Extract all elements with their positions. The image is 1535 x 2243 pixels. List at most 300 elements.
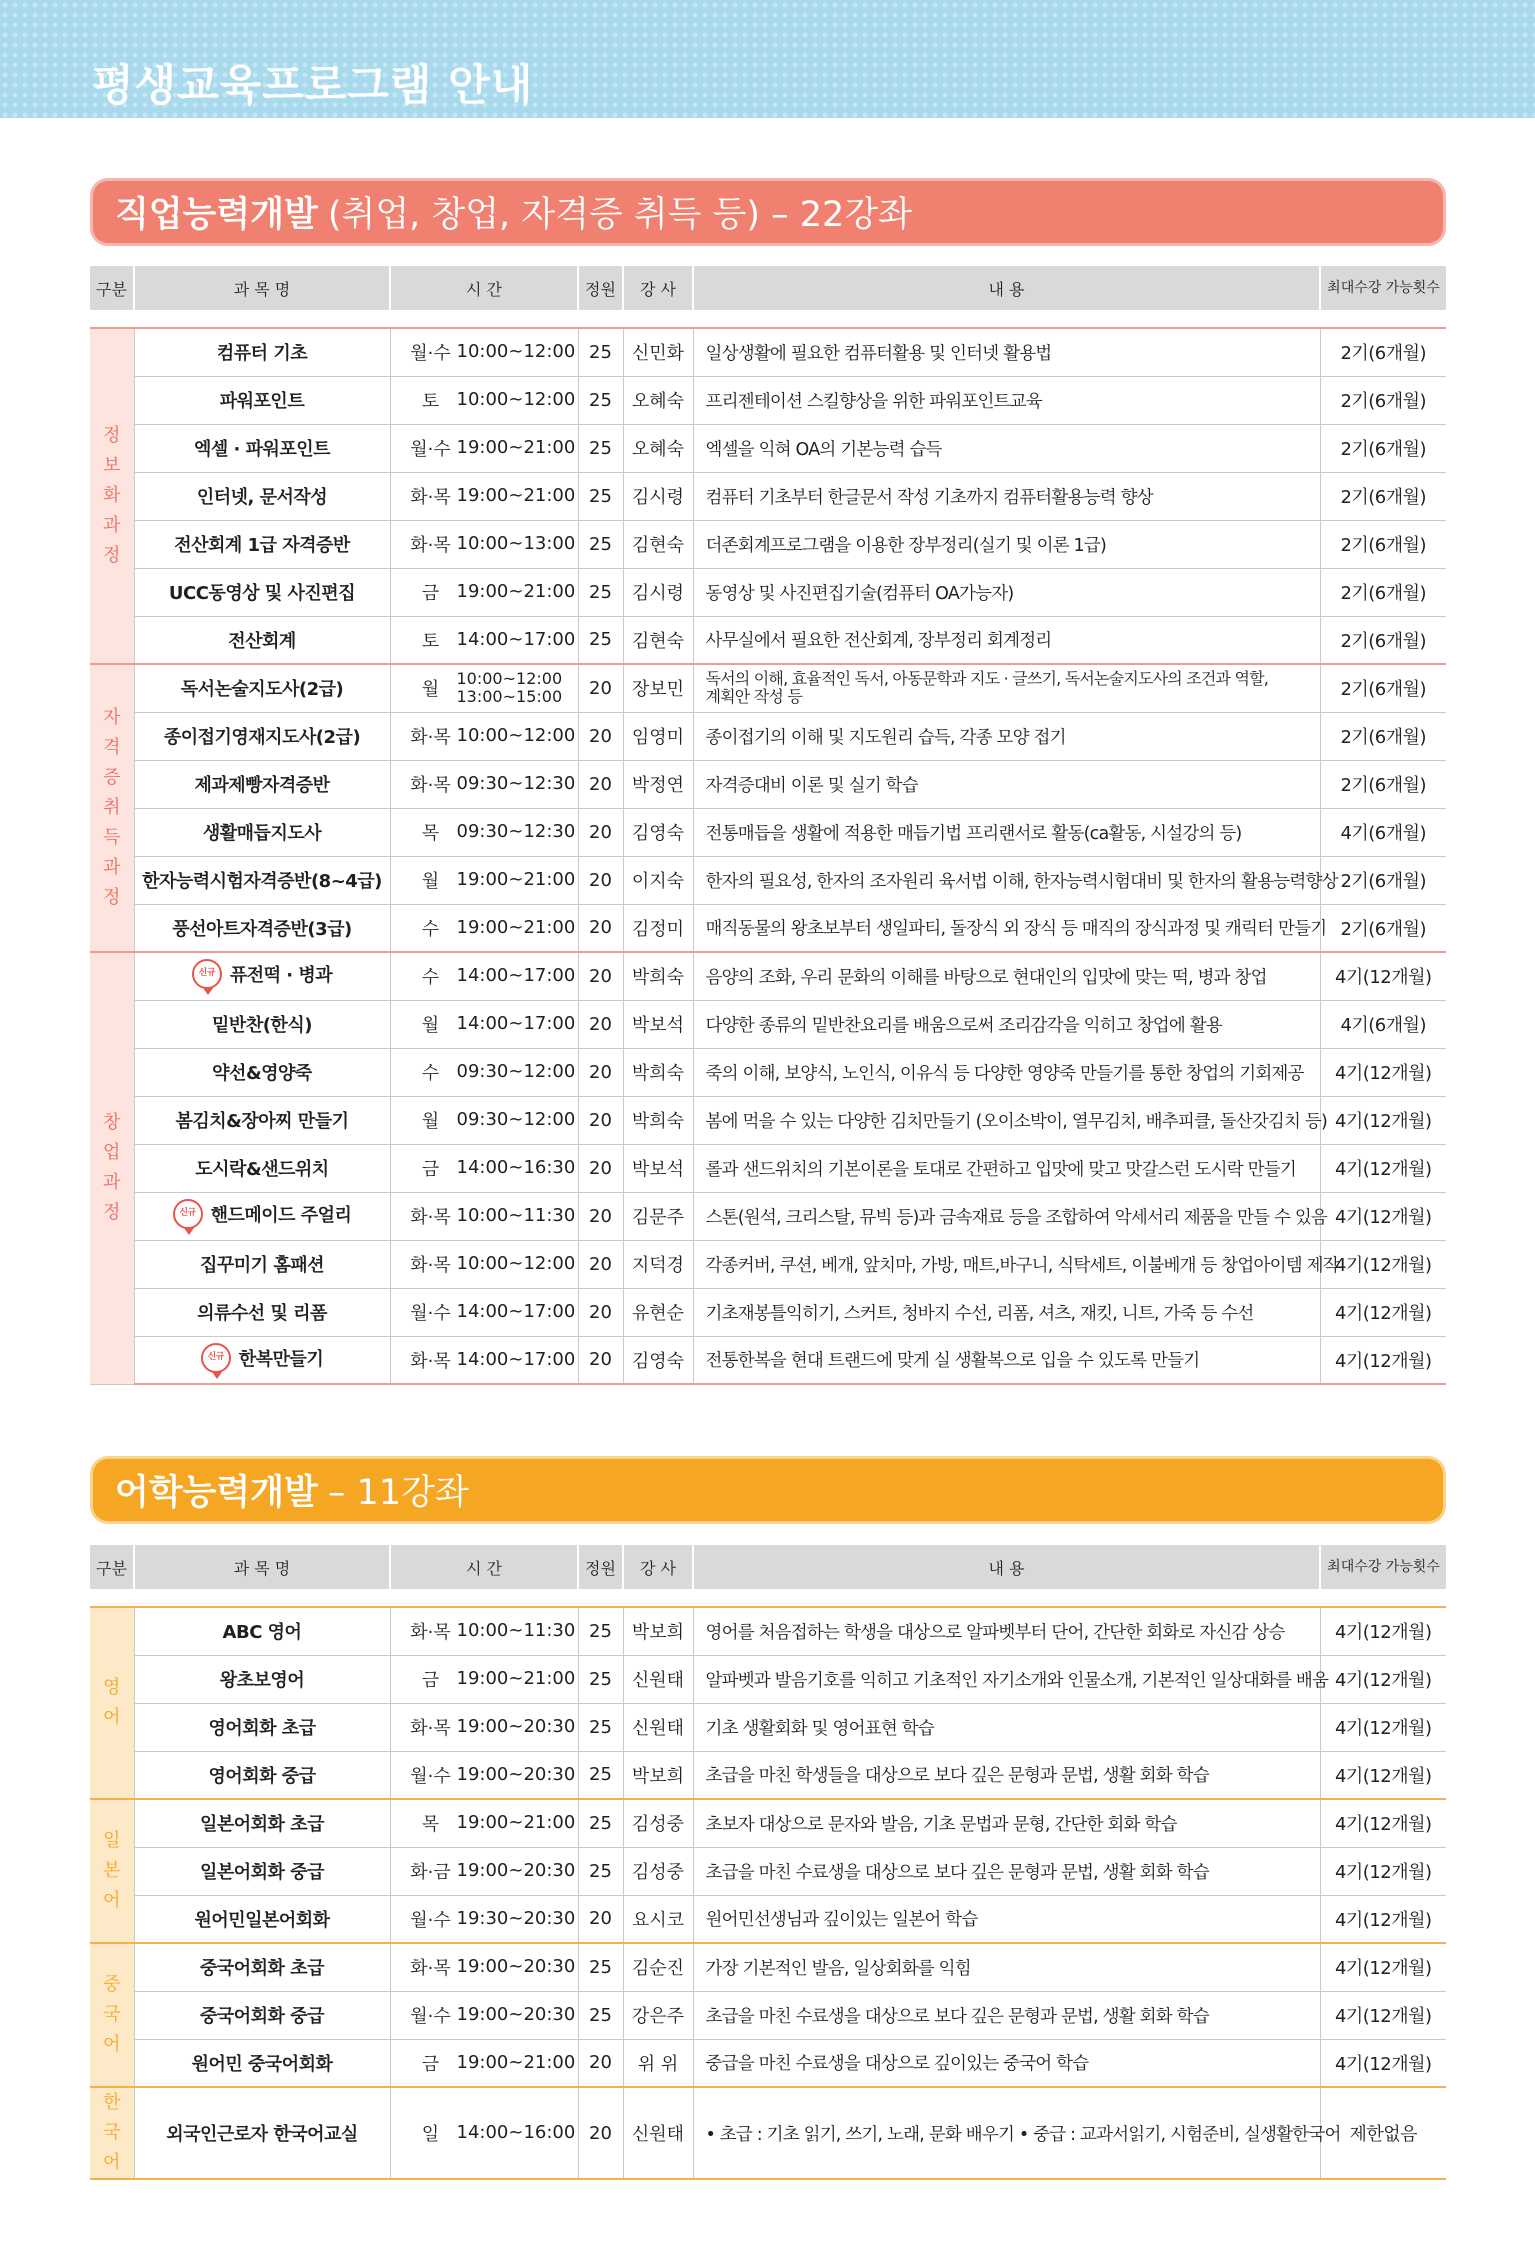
course-name-cell: [134, 424, 390, 472]
capacity-cell: 20: [578, 760, 623, 808]
content-cell: [693, 952, 1320, 1000]
max-count-cell: 4기(12개월): [1320, 1943, 1446, 1991]
category-label: 한국어: [103, 2092, 121, 2173]
content-cell: [693, 568, 1320, 616]
course-time: 14:00~17:00: [456, 1348, 576, 1370]
instructor-cell: 김성중: [623, 1799, 693, 1847]
course-time-2: 13:00~15:00: [456, 687, 563, 707]
content-text: 사무실에서 필요한 전산회계, 장부정리 회계정리: [705, 631, 1052, 652]
content-cell: [693, 1703, 1320, 1751]
table-row: [90, 1895, 1446, 1943]
course-time: 19:00~21:00: [456, 485, 576, 506]
time-cell: [390, 424, 578, 472]
course-time: 14:00~17:00: [456, 1301, 576, 1322]
max-count-cell: 4기(12개월): [1320, 1288, 1446, 1336]
header-name: 과 목 명: [134, 266, 390, 310]
max-count-cell: 4기(12개월): [1320, 1751, 1446, 1799]
course-name-cell: [134, 1943, 390, 1991]
table-row: [90, 1288, 1446, 1336]
course-name: 종이접기영재지도사(2급): [163, 727, 361, 748]
content-cell: [693, 1240, 1339, 1288]
course-name: 일본어회화 중급: [200, 1862, 324, 1883]
content-cell: [693, 904, 1327, 952]
capacity-cell: 25: [578, 424, 623, 472]
max-count-cell: 4기(12개월): [1320, 1336, 1446, 1384]
max-count-cell: 2기(6개월): [1320, 568, 1446, 616]
course-day: 수: [421, 1063, 440, 1084]
course-day: 월·수: [410, 2006, 451, 2027]
max-count-cell: 2기(6개월): [1320, 424, 1446, 472]
time-cell: [390, 616, 578, 664]
capacity-cell: 25: [578, 328, 623, 376]
table-row: [90, 1943, 1446, 1991]
instructor-cell: 김영숙: [623, 1336, 693, 1384]
course-name: 중국어회화 중급: [200, 2006, 324, 2027]
course-day: 월·수: [410, 1303, 451, 1324]
content-text: 죽의 이해, 보양식, 노인식, 이유식 등 다양한 영양죽 만들기를 통한 창업의 기회제공: [705, 1063, 1304, 1084]
course-day: 토: [421, 391, 440, 412]
max-count-cell: 4기(12개월): [1320, 1192, 1446, 1240]
section-banner-job: [90, 178, 1446, 246]
table-header: [90, 266, 1446, 310]
content-text: 각종커버, 쿠션, 베개, 앞치마, 가방, 매트,바구니, 식탁세트, 이불베개 등 창업아이템 제작: [705, 1255, 1339, 1276]
course-time-1: 10:00~12:00: [456, 669, 563, 689]
course-name: 풍선아트자격증반(3급): [172, 918, 352, 940]
course-name-cell: [134, 664, 390, 712]
course-time: 19:00~21:00: [456, 1812, 576, 1834]
spacer-cell: [90, 1589, 1446, 1607]
capacity-cell: 20: [578, 1288, 623, 1336]
content-cell: [693, 1895, 1320, 1943]
max-count-cell: 2기(6개월): [1320, 712, 1446, 760]
header-max: 최대수강 가능횟수: [1320, 1545, 1446, 1589]
table-row: [90, 664, 1446, 712]
course-name-cell: [134, 520, 390, 568]
course-name: 전산회계 1급 자격증반: [174, 535, 350, 556]
header-name: 과 목 명: [134, 1545, 390, 1589]
course-time: 19:00~20:30: [456, 1860, 576, 1881]
capacity-cell: 20: [578, 664, 623, 712]
course-time: 19:00~21:00: [456, 916, 576, 938]
instructor-cell: 김영숙: [623, 808, 693, 856]
content-cell: [693, 712, 1320, 760]
course-day: 목: [421, 1814, 440, 1836]
time-cell: [390, 1336, 578, 1384]
content-text: 가장 기본적인 발음, 일상회화를 익힘: [705, 1958, 971, 1979]
course-name-cell: [134, 1048, 390, 1096]
time-cell: [390, 712, 578, 760]
course-name: 전산회계: [228, 630, 296, 652]
time-cell: [390, 376, 578, 424]
table-row: [90, 1655, 1446, 1703]
capacity-cell: 25: [578, 1943, 623, 1991]
course-name: 엑셀 · 파워포인트: [193, 439, 331, 460]
max-count-cell: 4기(12개월): [1320, 1240, 1446, 1288]
header-instructor: 강 사: [623, 266, 693, 310]
max-count-cell: 2기(6개월): [1320, 520, 1446, 568]
header-time: 시 간: [390, 266, 578, 310]
content-cell: [693, 1799, 1320, 1847]
content-cell: [693, 1991, 1320, 2039]
content-cell: [693, 664, 1320, 712]
course-name-cell: [134, 1607, 390, 1655]
capacity-cell: 25: [578, 1847, 623, 1895]
table-row: [90, 1751, 1446, 1799]
section1-rows: [90, 310, 1446, 1384]
language-course-table: [90, 1545, 1446, 2180]
course-day: 화·목: [410, 1958, 451, 1980]
time-cell: [390, 1703, 578, 1751]
job-course-table: [90, 266, 1446, 1385]
course-time: 09:30~12:00: [456, 1061, 576, 1082]
time-cell: [390, 1096, 578, 1144]
max-count-cell: 2기(6개월): [1320, 328, 1446, 376]
course-time: 19:00~21:00: [456, 581, 576, 602]
max-count-cell: 4기(12개월): [1320, 1655, 1446, 1703]
time-cell: [390, 1288, 578, 1336]
time-cell: [390, 520, 578, 568]
course-time: 09:30~12:30: [456, 821, 576, 842]
max-count-cell: 2기(6개월): [1320, 472, 1446, 520]
course-day: 금: [421, 583, 440, 604]
header-instructor: 강 사: [623, 1545, 693, 1589]
course-name-cell: [134, 1847, 390, 1895]
time-cell: [390, 472, 578, 520]
time-cell: [390, 2087, 578, 2179]
course-name: 왕초보영어: [219, 1670, 305, 1691]
course-name: 컴퓨터 기초: [216, 343, 308, 365]
instructor-cell: 오혜숙: [623, 424, 693, 472]
course-time: 10:00~12:00: [456, 1253, 576, 1274]
course-name: 일본어회화 초급: [200, 1814, 324, 1836]
content-cell: [693, 1000, 1320, 1048]
page-title: 평생교육프로그램 안내: [92, 61, 534, 111]
capacity-cell: 25: [578, 472, 623, 520]
course-day: 화·목: [410, 1207, 451, 1228]
course-name-cell: [134, 1655, 390, 1703]
course-name: 중국어회화 초급: [200, 1958, 324, 1980]
course-day: 금: [421, 1670, 440, 1691]
new-badge-icon: 신규: [201, 1343, 231, 1373]
course-time: 19:00~20:30: [456, 1956, 576, 1978]
content-cell: [693, 2039, 1320, 2087]
course-name-cell: [134, 808, 390, 856]
instructor-cell: 김현숙: [623, 616, 693, 664]
table-row: [90, 1607, 1446, 1655]
time-cell: [390, 952, 578, 1000]
course-day: 화·금: [410, 1862, 451, 1883]
content-cell: [693, 1288, 1320, 1336]
table-row: [90, 424, 1446, 472]
instructor-cell: 박희숙: [623, 1096, 693, 1144]
course-name: 원어민 중국어회화: [191, 2053, 333, 2075]
header-content: 내 용: [693, 1545, 1320, 1589]
course-day: 월: [421, 679, 440, 701]
course-name: 한복만들기: [238, 1348, 324, 1370]
time-cell: [390, 568, 578, 616]
time-cell: [390, 664, 578, 712]
course-name-cell: [134, 472, 390, 520]
content-text: 초급을 마친 수료생을 대상으로 보다 깊은 문형과 문법, 생활 회화 학습: [705, 2006, 1209, 2027]
course-name-cell: [134, 568, 390, 616]
course-name-cell: [134, 616, 390, 664]
content-text: 알파벳과 발음기호를 익히고 기초적인 자기소개와 인물소개, 기본적인 일상대화를 배움: [705, 1670, 1329, 1691]
capacity-cell: 25: [578, 568, 623, 616]
content-cell: [693, 1751, 1320, 1799]
content-cell: [693, 1048, 1320, 1096]
table-row: [90, 1240, 1446, 1288]
capacity-cell: 20: [578, 1336, 623, 1384]
section2-rows: [90, 1589, 1446, 2179]
content-text: 다양한 종류의 밑반찬요리를 배움으로써 조리감각을 익히고 창업에 활용: [705, 1015, 1222, 1036]
max-count-cell: 4기(6개월): [1320, 808, 1446, 856]
course-name-cell: [134, 1192, 390, 1240]
section-subtitle: (취업, 창업, 자격증 취득 등) – 22강좌: [327, 195, 912, 235]
instructor-cell: 박희숙: [623, 1048, 693, 1096]
content-cell: [693, 2087, 1341, 2179]
max-count-cell: 2기(6개월): [1320, 856, 1446, 904]
course-name: 독서논술지도사(2급): [180, 679, 344, 701]
content-text: 초급을 마친 수료생을 대상으로 보다 깊은 문형과 문법, 생활 회화 학습: [705, 1862, 1209, 1883]
content-text: 엑셀을 익혀 OA의 기본능력 습득: [705, 439, 942, 460]
table-row: [90, 1096, 1446, 1144]
instructor-cell: 박보희: [623, 1751, 693, 1799]
capacity-cell: 20: [578, 2087, 623, 2179]
section-banner-language: [90, 1456, 1446, 1524]
table-row: [90, 1000, 1446, 1048]
category-cell: [90, 1943, 134, 2087]
max-count-cell: 4기(12개월): [1320, 1895, 1446, 1943]
capacity-cell: 25: [578, 1655, 623, 1703]
course-name: 한자능력시험자격증반(8~4급): [142, 871, 382, 892]
header-capacity: 정원: [578, 1545, 623, 1589]
capacity-cell: 20: [578, 1096, 623, 1144]
content-text: 독서의 이해, 효율적인 독서, 아동문학과 지도 · 글쓰기, 독서논술지도사의 조건과 역할,: [705, 669, 1269, 689]
table-row: [90, 712, 1446, 760]
time-cell: [390, 328, 578, 376]
course-day: 수: [421, 967, 440, 989]
max-count-cell: 4기(12개월): [1320, 1144, 1446, 1192]
time-cell: [390, 1144, 578, 1192]
table-row: [90, 1192, 1446, 1240]
course-name: 핸드메이드 주얼리: [210, 1205, 352, 1226]
max-count-cell: 2기(6개월): [1320, 376, 1446, 424]
table-row: [90, 616, 1446, 664]
course-day: 화·목: [410, 487, 451, 508]
course-day: 수: [421, 918, 440, 940]
course-time: 14:00~17:00: [456, 628, 576, 650]
course-day: 월·수: [410, 1765, 451, 1787]
time-cell: [390, 1240, 578, 1288]
category-label: 정보화과정: [103, 425, 121, 566]
course-time: 14:00~16:30: [456, 1157, 576, 1178]
time-cell: [390, 1000, 578, 1048]
content-text: 종이접기의 이해 및 지도원리 습득, 각종 모양 접기: [705, 727, 1066, 748]
capacity-cell: 20: [578, 1144, 623, 1192]
course-time: [457, 670, 563, 706]
course-time: 19:00~20:30: [456, 2004, 576, 2025]
content-cell: [693, 1192, 1328, 1240]
course-name-cell: [134, 328, 390, 376]
course-time: 14:00~17:00: [456, 1013, 576, 1034]
category-cell: [90, 1607, 134, 1799]
capacity-cell: 25: [578, 1991, 623, 2039]
course-name: 생활매듭지도사: [202, 823, 322, 844]
header-capacity: 정원: [578, 266, 623, 310]
content-cell: [693, 616, 1320, 664]
course-time: 09:30~12:30: [456, 773, 576, 794]
table-row: [90, 1847, 1446, 1895]
content-cell: [693, 808, 1320, 856]
content-text: 일상생활에 필요한 컴퓨터활용 및 인터넷 활용법: [705, 343, 1052, 364]
content-cell: [693, 376, 1320, 424]
instructor-cell: 김성중: [623, 1847, 693, 1895]
course-day: 화·목: [410, 775, 451, 796]
instructor-cell: 박보석: [623, 1144, 693, 1192]
max-count-cell: 4기(12개월): [1320, 2039, 1446, 2087]
course-name-cell: [134, 760, 390, 808]
table-row: [90, 376, 1446, 424]
course-name-cell: [134, 376, 390, 424]
course-name: UCC동영상 및 사진편집: [168, 583, 356, 604]
table-row: [90, 760, 1446, 808]
instructor-cell: 박희숙: [623, 952, 693, 1000]
time-cell: [390, 1991, 578, 2039]
max-count-cell: 4기(12개월): [1320, 1799, 1446, 1847]
course-time: 19:00~20:30: [456, 1763, 576, 1785]
time-cell: [390, 1943, 578, 1991]
capacity-cell: 20: [578, 712, 623, 760]
table-row: [90, 1336, 1446, 1384]
course-name: 인터넷, 문서작성: [196, 487, 328, 508]
content-text: 영어를 처음접하는 학생을 대상으로 알파벳부터 단어, 간단한 회화로 자신감 상승: [705, 1622, 1285, 1643]
content-cell: [693, 760, 1320, 808]
table-row: [90, 856, 1446, 904]
content-text: 전통매듭을 생활에 적용한 매듭기법 프리랜서로 활동(ca활동, 시설강의 등): [705, 823, 1242, 844]
category-label: 창업과정: [103, 1112, 121, 1224]
course-day: 화·목: [410, 1350, 451, 1372]
course-day: 금: [421, 1159, 440, 1180]
course-name: 외국인근로자 한국어교실: [166, 2124, 358, 2145]
category-cell: [90, 1799, 134, 1943]
course-time: 10:00~11:30: [456, 1205, 576, 1226]
course-name-cell: [134, 1799, 390, 1847]
category-cell: [90, 952, 134, 1384]
table-row: [90, 1144, 1446, 1192]
instructor-cell: 강은주: [623, 1991, 693, 2039]
content-cell: [693, 424, 1320, 472]
course-time: 10:00~12:00: [456, 341, 576, 363]
category-label: 자격증취득과정: [103, 707, 121, 908]
instructor-cell: 박보희: [623, 1607, 693, 1655]
capacity-cell: 20: [578, 1000, 623, 1048]
time-cell: [390, 1192, 578, 1240]
course-name: 영어회화 중급: [208, 1765, 316, 1787]
course-name: ABC 영어: [222, 1622, 302, 1644]
content-text: 프리젠테이션 스킬향상을 위한 파워포인트교육: [705, 391, 1042, 412]
table-row: [90, 904, 1446, 952]
instructor-cell: 요시코: [623, 1895, 693, 1943]
table-row: [90, 472, 1446, 520]
capacity-cell: 20: [578, 808, 623, 856]
content-text: 스톤(원석, 크리스탈, 뮤빅 등)과 금속재료 등을 조합하여 악세서리 제품을 만들 수 있음: [705, 1207, 1328, 1228]
course-name-cell: [134, 712, 390, 760]
max-count-cell: 2기(6개월): [1320, 760, 1446, 808]
category-cell: [90, 2087, 134, 2179]
max-count-cell: 4기(12개월): [1320, 1048, 1446, 1096]
instructor-cell: 김문주: [623, 1192, 693, 1240]
content-cell: [693, 856, 1338, 904]
course-day: 일: [421, 2124, 440, 2145]
instructor-cell: 임영미: [623, 712, 693, 760]
content-cell: [693, 1096, 1328, 1144]
table-row: [90, 328, 1446, 376]
course-name-cell: [134, 1336, 390, 1384]
course-name: 퓨전떡 · 병과: [229, 965, 333, 987]
instructor-cell: 김현숙: [623, 520, 693, 568]
max-count-cell: 2기(6개월): [1320, 616, 1446, 664]
header-category: 구분: [90, 266, 134, 310]
table-header: [90, 1545, 1446, 1589]
table-row: [90, 2039, 1446, 2087]
table-row: [90, 1991, 1446, 2039]
content-text: 자격증대비 이론 및 실기 학습: [705, 775, 918, 796]
course-day: 월: [421, 1015, 440, 1036]
course-name: 봄김치&장아찌 만들기: [175, 1111, 349, 1132]
table-row: [90, 1048, 1446, 1096]
course-name-cell: [134, 2039, 390, 2087]
instructor-cell: 신원태: [623, 1655, 693, 1703]
course-name-cell: [134, 1144, 390, 1192]
course-name-cell: [134, 1000, 390, 1048]
course-name-cell: [134, 1751, 390, 1799]
content-cell: [693, 520, 1320, 568]
course-name: 영어회화 초급: [208, 1718, 316, 1739]
table-row: [90, 808, 1446, 856]
course-time: 14:00~16:00: [456, 2122, 576, 2143]
course-time: 19:00~21:00: [456, 869, 576, 890]
course-time: 19:00~20:30: [456, 1716, 576, 1737]
content-cell: [693, 1847, 1320, 1895]
course-name-cell: [134, 1288, 390, 1336]
content-cell: [693, 1144, 1320, 1192]
content-text: • 초급 : 기초 읽기, 쓰기, 노래, 문화 배우기 • 중급 : 교과서읽기, 시험준비, 실생활한국어: [705, 2124, 1341, 2145]
max-count-cell: 4기(12개월): [1320, 1847, 1446, 1895]
course-name-cell: [134, 1096, 390, 1144]
section-subtitle: – 11강좌: [327, 1473, 469, 1513]
time-cell: [390, 1847, 578, 1895]
course-time: 19:30~20:30: [456, 1907, 576, 1929]
content-text: 중급을 마친 수료생을 대상으로 깊이있는 중국어 학습: [705, 2054, 1089, 2075]
category-cell: [90, 328, 134, 664]
content-text: 초급을 마친 학생들을 대상으로 보다 깊은 문형과 문법, 생활 회화 학습: [705, 1766, 1209, 1787]
content-cell: [693, 1943, 1320, 1991]
content-text: 컴퓨터 기초부터 한글문서 작성 기초까지 컴퓨터활용능력 향상: [705, 487, 1153, 508]
content-text: 초보자 대상으로 문자와 발음, 기초 문법과 문형, 간단한 회화 학습: [705, 1814, 1177, 1835]
course-name-cell: [134, 2087, 390, 2179]
instructor-cell: 김시령: [623, 472, 693, 520]
spacer-row: [90, 310, 1446, 328]
course-day: 월·수: [410, 343, 451, 365]
instructor-cell: 김정미: [623, 904, 693, 952]
header-time: 시 간: [390, 1545, 578, 1589]
instructor-cell: 유현순: [623, 1288, 693, 1336]
capacity-cell: 25: [578, 1607, 623, 1655]
category-label: 중국어: [103, 1974, 121, 2055]
course-time: 09:30~12:00: [456, 1109, 576, 1130]
course-day: 화·목: [410, 1622, 451, 1644]
instructor-cell: 신민화: [623, 328, 693, 376]
